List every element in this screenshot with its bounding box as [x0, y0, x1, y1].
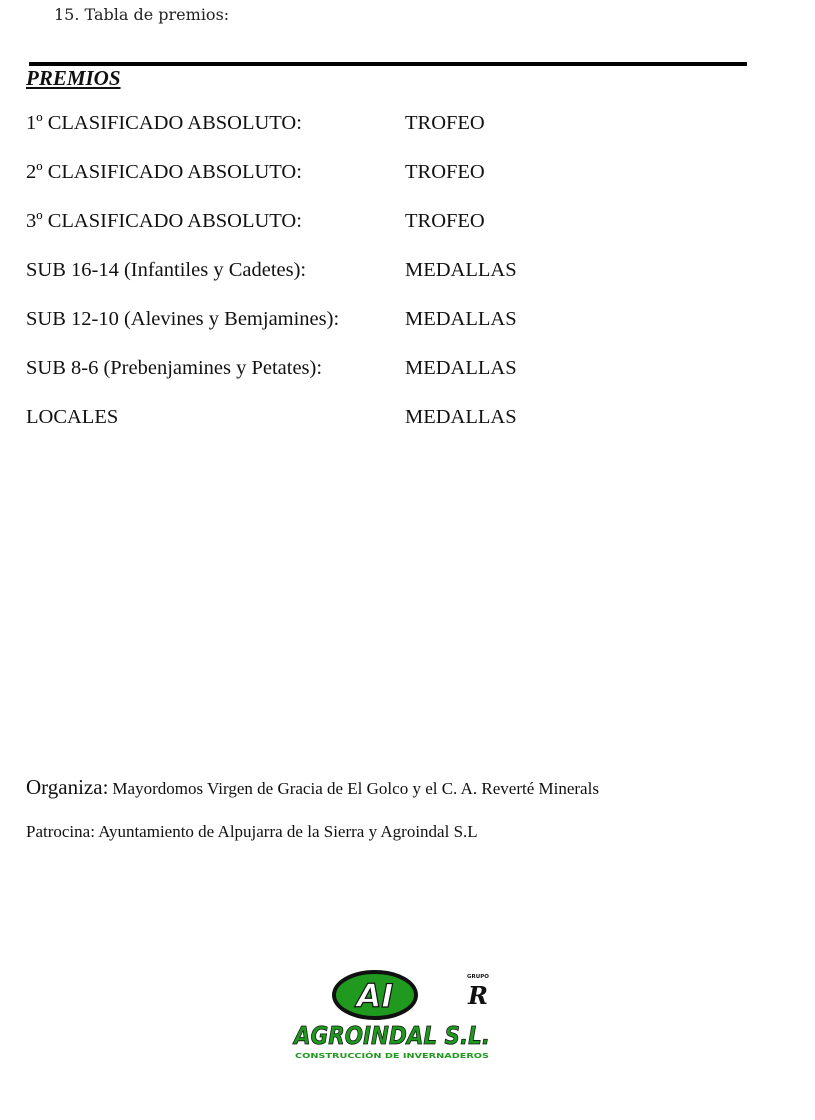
prize-category: SUB 16-14 (Infantiles y Cadetes):: [26, 259, 307, 281]
prize-category: LOCALES: [26, 406, 119, 428]
section-heading: 15. Tabla de premios:: [54, 5, 230, 24]
organizer-label: Organiza:: [26, 775, 109, 799]
prize-award: TROFEO: [405, 210, 485, 232]
agroindal-logo: [290, 965, 500, 1065]
prize-award: MEDALLAS: [405, 406, 517, 428]
prize-award: TROFEO: [405, 161, 485, 183]
prizes-title: PREMIOS: [26, 66, 121, 90]
logo-group-label: GRUPO: [467, 974, 489, 980]
prize-category: SUB 8-6 (Prebenjamines y Petates):: [26, 357, 323, 379]
prize-category: SUB 12-10 (Alevines y Bemjamines):: [26, 308, 340, 330]
logo-subtitle: CONSTRUCCIÓN DE INVERNADEROS: [295, 1051, 489, 1060]
organizer-line: [26, 775, 599, 800]
prize-award: TROFEO: [405, 112, 485, 134]
logo-group-mark: R: [468, 981, 488, 1010]
organizer-value: Mayordomos Virgen de Gracia de El Golco y el C. A. Reverté Minerals: [112, 779, 599, 798]
prize-category: 2º CLASIFICADO ABSOLUTO:: [26, 161, 302, 183]
logo-name: AGROINDAL S.L.: [292, 1021, 490, 1050]
horizontal-rule: [29, 62, 747, 66]
prize-award: MEDALLAS: [405, 308, 517, 330]
prize-award: MEDALLAS: [405, 259, 517, 281]
prize-category: 1º CLASIFICADO ABSOLUTO:: [26, 112, 302, 134]
prize-category: 3º CLASIFICADO ABSOLUTO:: [26, 210, 302, 232]
prize-award: MEDALLAS: [405, 357, 517, 379]
sponsor-line: Patrocina: Ayuntamiento de Alpujarra de la Sierra y Agroindal S.L: [26, 822, 478, 841]
logo-mark: AI: [356, 977, 394, 1015]
